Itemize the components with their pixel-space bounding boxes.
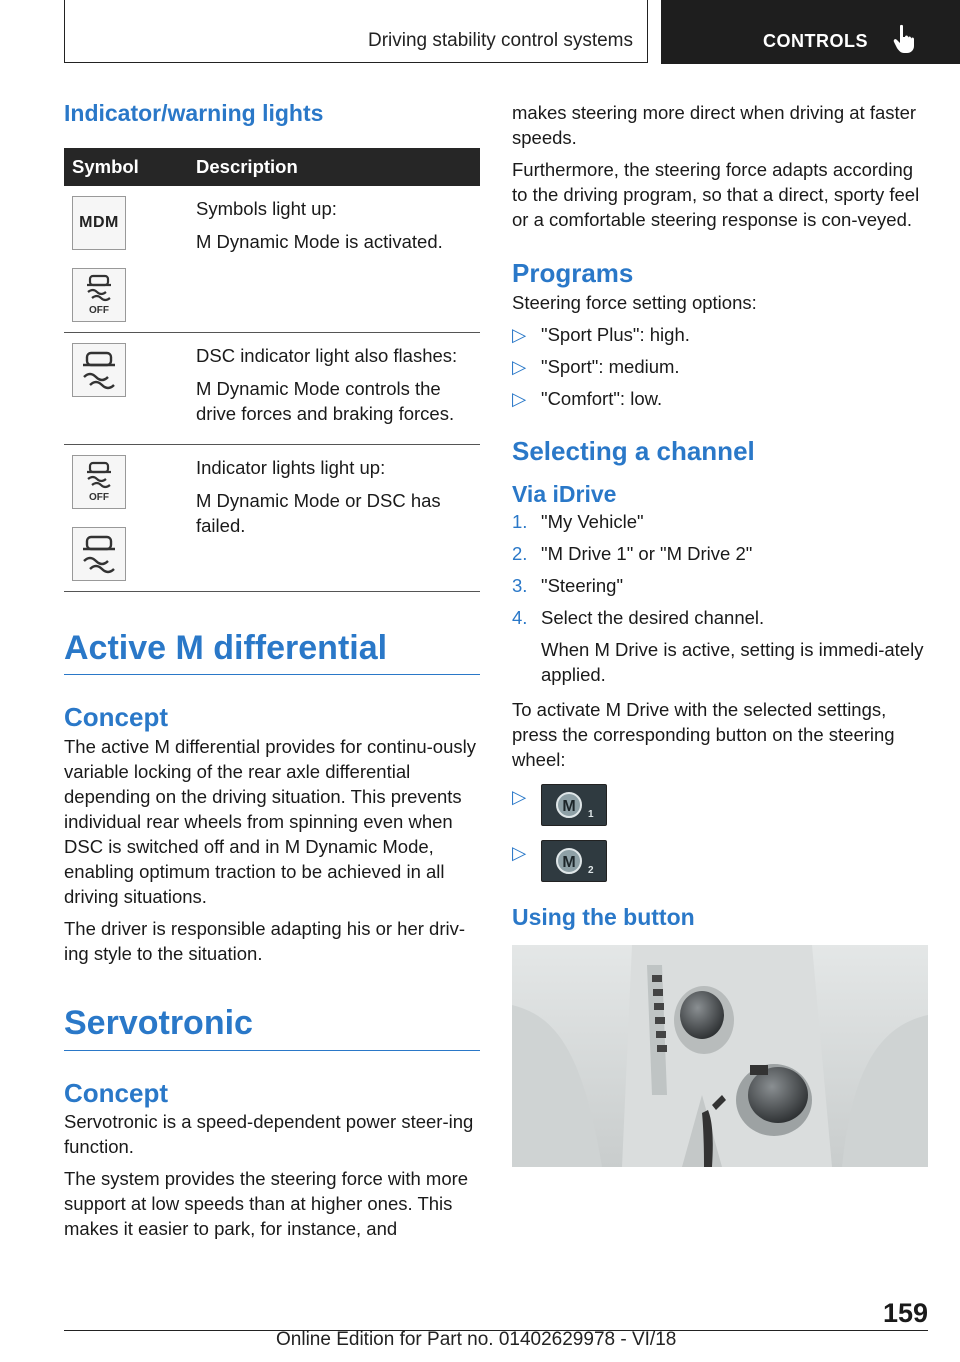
list-item: 1. "My Vehicle": [512, 510, 644, 532]
list-item: ▷ "Comfort": low.: [512, 387, 663, 409]
paragraph: Servotronic is a speed-dependent power steer-ing function.: [64, 1111, 474, 1158]
triangle-bullet-icon: ▷: [512, 841, 527, 863]
m1-button-icon: [541, 784, 607, 826]
list-item: 2. "M Drive 1" or "M Drive 2": [512, 542, 753, 564]
page-number: 159: [882, 1298, 928, 1328]
mdm-symbol: [72, 196, 126, 250]
center-console-photo: [512, 945, 928, 1167]
triangle-bullet-icon: ▷: [512, 785, 527, 807]
paragraph: To activate M Drive with the selected settings, press the corresponding button on the steering wheel:: [512, 698, 895, 770]
running-header: [64, 0, 648, 63]
table-row: [64, 444, 480, 591]
chapter-tab: [661, 0, 960, 64]
step-note: When M Drive is active, setting is immedi-ately applied.: [541, 638, 924, 685]
dsc-off-icon: [72, 455, 126, 509]
section-title: Driving stability control systems: [367, 30, 633, 51]
dsc-off-icon: [72, 268, 126, 322]
indicator-heading: Indicator/warning lights: [64, 100, 324, 126]
row-line: M Dynamic Mode or DSC has failed.: [196, 489, 441, 536]
programs-list: [512, 322, 932, 411]
table-row: [64, 332, 480, 444]
svg-text:2: 2: [588, 864, 594, 876]
svg-text:M: M: [562, 853, 576, 871]
pointing-hand-icon: [893, 24, 915, 54]
servotronic-concept-heading: Concept: [64, 1077, 168, 1108]
triangle-bullet-icon: ▷: [512, 387, 527, 409]
list-item: 4. Select the desired channel. When M Drive is active, setting is immedi-ately applied.: [512, 605, 932, 687]
svg-text:OFF: OFF: [89, 491, 109, 503]
programs-heading: Programs: [512, 258, 634, 288]
dsc-icon: [72, 343, 126, 397]
row-line: M Dynamic Mode is activated.: [196, 230, 443, 252]
via-idrive-heading: Via iDrive: [512, 481, 617, 507]
svg-text:M: M: [562, 797, 576, 815]
col-description: Description: [188, 148, 480, 186]
triangle-bullet-icon: ▷: [512, 355, 527, 377]
paragraph: Furthermore, the steering force adapts according to the driving program, so that a direct, sporty feel or a comfortable steering response is con-veyed.: [512, 159, 920, 230]
active-m-title: Active M differential: [64, 628, 480, 676]
mdm-label: MDM: [79, 213, 119, 231]
right-column: [512, 100, 932, 1167]
row-line: Symbols light up:: [196, 197, 337, 219]
triangle-bullet-icon: ▷: [512, 323, 527, 345]
using-button-heading: Using the button: [512, 903, 695, 930]
buttons-list: [512, 784, 932, 882]
steps-list: [512, 509, 932, 687]
servotronic-title: Servotronic: [64, 1003, 480, 1051]
active-m-concept-heading: Concept: [64, 702, 168, 733]
paragraph: The driver is responsible adapting his or her driv-ing style to the situation.: [64, 917, 466, 964]
m2-button-icon: [541, 840, 607, 882]
row-line: DSC indicator light also flashes:: [196, 344, 458, 366]
row-line: M Dynamic Mode controls the drive forces and braking forces.: [196, 377, 455, 424]
list-item: ▷ "Sport Plus": high.: [512, 323, 690, 345]
svg-text:1: 1: [588, 808, 594, 820]
list-item: ▷ "Sport": medium.: [512, 355, 680, 377]
left-column: [64, 100, 480, 1248]
edition-line: Online Edition for Part no. 01402629978 - VI/18: [276, 1329, 677, 1350]
paragraph: The active M differential provides for continu-ously variable locking of the rear axle differential depending on the driving situation. This prevents individual rear wheels from spinning even when DSC is switched off and in M Dynamic Mode, enabling optimum traction to be achieved in all driving situations.: [64, 735, 476, 907]
row-line: Indicator lights light up:: [196, 456, 386, 478]
table-row: [64, 186, 480, 333]
programs-intro: Steering force setting options:: [512, 291, 757, 313]
svg-text:OFF: OFF: [89, 304, 109, 316]
indicator-table: [64, 148, 480, 592]
list-item: 3. "Steering": [512, 574, 624, 596]
dsc-icon: [72, 527, 126, 581]
list-item: [512, 840, 932, 882]
chapter-label: CONTROLS: [763, 31, 868, 51]
paragraph: The system provides the steering force with more support at low speeds than at higher ones. This makes it easier to park, for instance, and: [64, 1168, 469, 1240]
col-symbol: Symbol: [64, 148, 188, 186]
paragraph: makes steering more direct when driving at faster speeds.: [512, 102, 917, 148]
selecting-channel-heading: Selecting a channel: [512, 435, 755, 466]
list-item: [512, 784, 932, 826]
